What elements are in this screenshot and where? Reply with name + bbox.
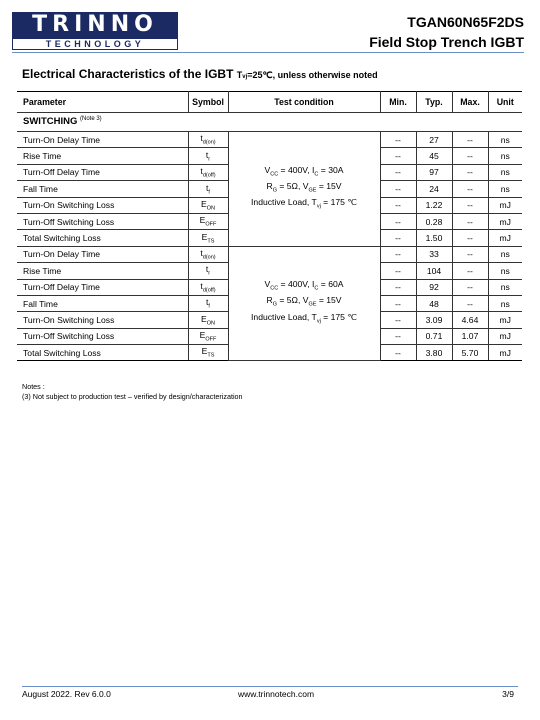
logo-wordmark: TRINNO [12,12,178,38]
typ-cell: 45 [416,148,452,164]
symbol-cell: $E_{TS}$ [188,230,228,246]
symbol-cell: $t_r$ [188,263,228,279]
typ-cell: 3.09 [416,312,452,328]
header-typ: Typ. [416,92,452,113]
symbol-cell: $t_r$ [188,148,228,164]
trinno-logo [12,12,178,50]
header-unit: Unit [488,92,522,113]
typ-cell: 97 [416,164,452,180]
typ-cell: 24 [416,181,452,197]
symbol-cell: $t_{d(off)}$ [188,279,228,295]
symbol-cell: $t_{d(on)}$ [188,132,228,148]
symbol-cell: $E_{TS}$ [188,345,228,361]
max-cell: -- [452,164,488,180]
param-cell: Turn-On Switching Loss [17,312,188,328]
unit-cell: mJ [488,213,522,229]
section-label: SWITCHING [23,116,78,128]
typ-cell: 0.28 [416,213,452,229]
param-cell: Rise Time [17,148,188,164]
min-cell: -- [380,164,416,180]
param-cell: Fall Time [17,181,188,197]
typ-cell: 3.80 [416,345,452,361]
min-cell: -- [380,132,416,148]
unit-cell: mJ [488,328,522,344]
section-title-condition: Tvj=25℃, unless otherwise noted [236,70,378,80]
max-cell: -- [452,230,488,246]
max-cell: -- [452,132,488,148]
unit-cell: ns [488,246,522,262]
section-title-main: Electrical Characteristics of the IGBT [22,67,234,81]
symbol-cell: $t_{d(off)}$ [188,164,228,180]
footer-revision: August 2022. Rev 6.0.0 [22,689,111,699]
unit-cell: mJ [488,312,522,328]
typ-cell: 48 [416,295,452,311]
max-cell: 1.07 [452,328,488,344]
param-cell: Turn-Off Switching Loss [17,328,188,344]
footer-divider [22,686,518,687]
header-parameter: Parameter [17,92,188,113]
symbol-cell: $t_{d(on)}$ [188,246,228,262]
condition-group-60a [17,246,522,361]
param-cell: Fall Time [17,295,188,311]
param-cell: Total Switching Loss [17,230,188,246]
symbol-cell: $t_f$ [188,295,228,311]
typ-cell: 104 [416,263,452,279]
table-header-row [17,92,522,113]
min-cell: -- [380,263,416,279]
cond-line-1: $V_{CC} = 400V$, $I_C = 60A$ [264,279,344,292]
test-condition-cell [228,246,380,361]
table-row [17,132,522,148]
unit-cell: ns [488,295,522,311]
unit-cell: ns [488,279,522,295]
min-cell: -- [380,197,416,213]
typ-cell: 1.50 [416,230,452,246]
unit-cell: ns [488,164,522,180]
symbol-cell: $t_f$ [188,181,228,197]
cond-line-1: $V_{CC} = 400V$, $I_C = 30A$ [264,164,344,178]
max-cell: -- [452,213,488,229]
unit-cell: mJ [488,345,522,361]
cond-line-2: $R_G = 5\Omega$, $V_{GE} = 15V$ [266,295,342,309]
header-test-condition: Test condition [228,92,380,113]
typ-cell: 33 [416,246,452,262]
min-cell: -- [380,328,416,344]
symbol-cell: $E_{ON}$ [188,312,228,328]
param-cell: Turn-Off Switching Loss [17,213,188,229]
product-title: Field Stop Trench IGBT [369,34,524,50]
footer-page-number: 3/9 [502,689,514,699]
header-max: Max. [452,92,488,113]
max-cell: 4.64 [452,312,488,328]
header-divider [12,52,524,53]
max-cell: -- [452,148,488,164]
max-cell: -- [452,197,488,213]
min-cell: -- [380,312,416,328]
max-cell: -- [452,279,488,295]
max-cell: -- [452,295,488,311]
symbol-cell: $E_{OFF}$ [188,213,228,229]
header-symbol: Symbol [188,92,228,113]
typ-cell: 0.71 [416,328,452,344]
unit-cell: ns [488,181,522,197]
section-title [22,67,378,81]
unit-cell: ns [488,148,522,164]
max-cell: 5.70 [452,345,488,361]
unit-cell: ns [488,132,522,148]
param-cell: Turn-On Switching Loss [17,197,188,213]
table-row [17,246,522,262]
min-cell: -- [380,148,416,164]
min-cell: -- [380,279,416,295]
min-cell: -- [380,181,416,197]
header-min: Min. [380,92,416,113]
symbol-cell: $E_{OFF}$ [188,328,228,344]
param-cell: Total Switching Loss [17,345,188,361]
typ-cell: 1.22 [416,197,452,213]
cond-line-2: $R_G = 5\Omega$, $V_{GE} = 15V$ [266,180,342,194]
condition-group-30a [17,132,522,247]
typ-cell: 27 [416,132,452,148]
section-note-ref: (Note 3) [80,116,102,123]
max-cell: -- [452,263,488,279]
max-cell: -- [452,246,488,262]
notes-heading: Notes : [22,382,45,391]
part-number: TGAN60N65F2DS [407,14,524,30]
min-cell: -- [380,230,416,246]
logo-subtitle: TECHNOLOGY [12,38,178,50]
cond-line-3: Inductive Load, $T_{vj} = 175$ ℃ [251,311,357,325]
param-cell: Rise Time [17,263,188,279]
section-row [17,113,522,132]
min-cell: -- [380,345,416,361]
param-cell: Turn-On Delay Time [17,246,188,262]
param-cell: Turn-On Delay Time [17,132,188,148]
unit-cell: mJ [488,197,522,213]
symbol-cell: $E_{ON}$ [188,197,228,213]
note-3: (3) Not subject to production test – verified by design/characterization [22,392,243,401]
min-cell: -- [380,295,416,311]
switching-characteristics-table [17,91,522,361]
param-cell: Turn-Off Delay Time [17,279,188,295]
unit-cell: ns [488,263,522,279]
typ-cell: 92 [416,279,452,295]
param-cell: Turn-Off Delay Time [17,164,188,180]
unit-cell: mJ [488,230,522,246]
cond-line-3: Inductive Load, $T_{vj} = 175$ ℃ [251,196,357,210]
footer-website[interactable]: www.trinnotech.com [238,689,315,699]
max-cell: -- [452,181,488,197]
min-cell: -- [380,213,416,229]
notes [22,382,243,402]
test-condition-cell [228,132,380,247]
min-cell: -- [380,246,416,262]
